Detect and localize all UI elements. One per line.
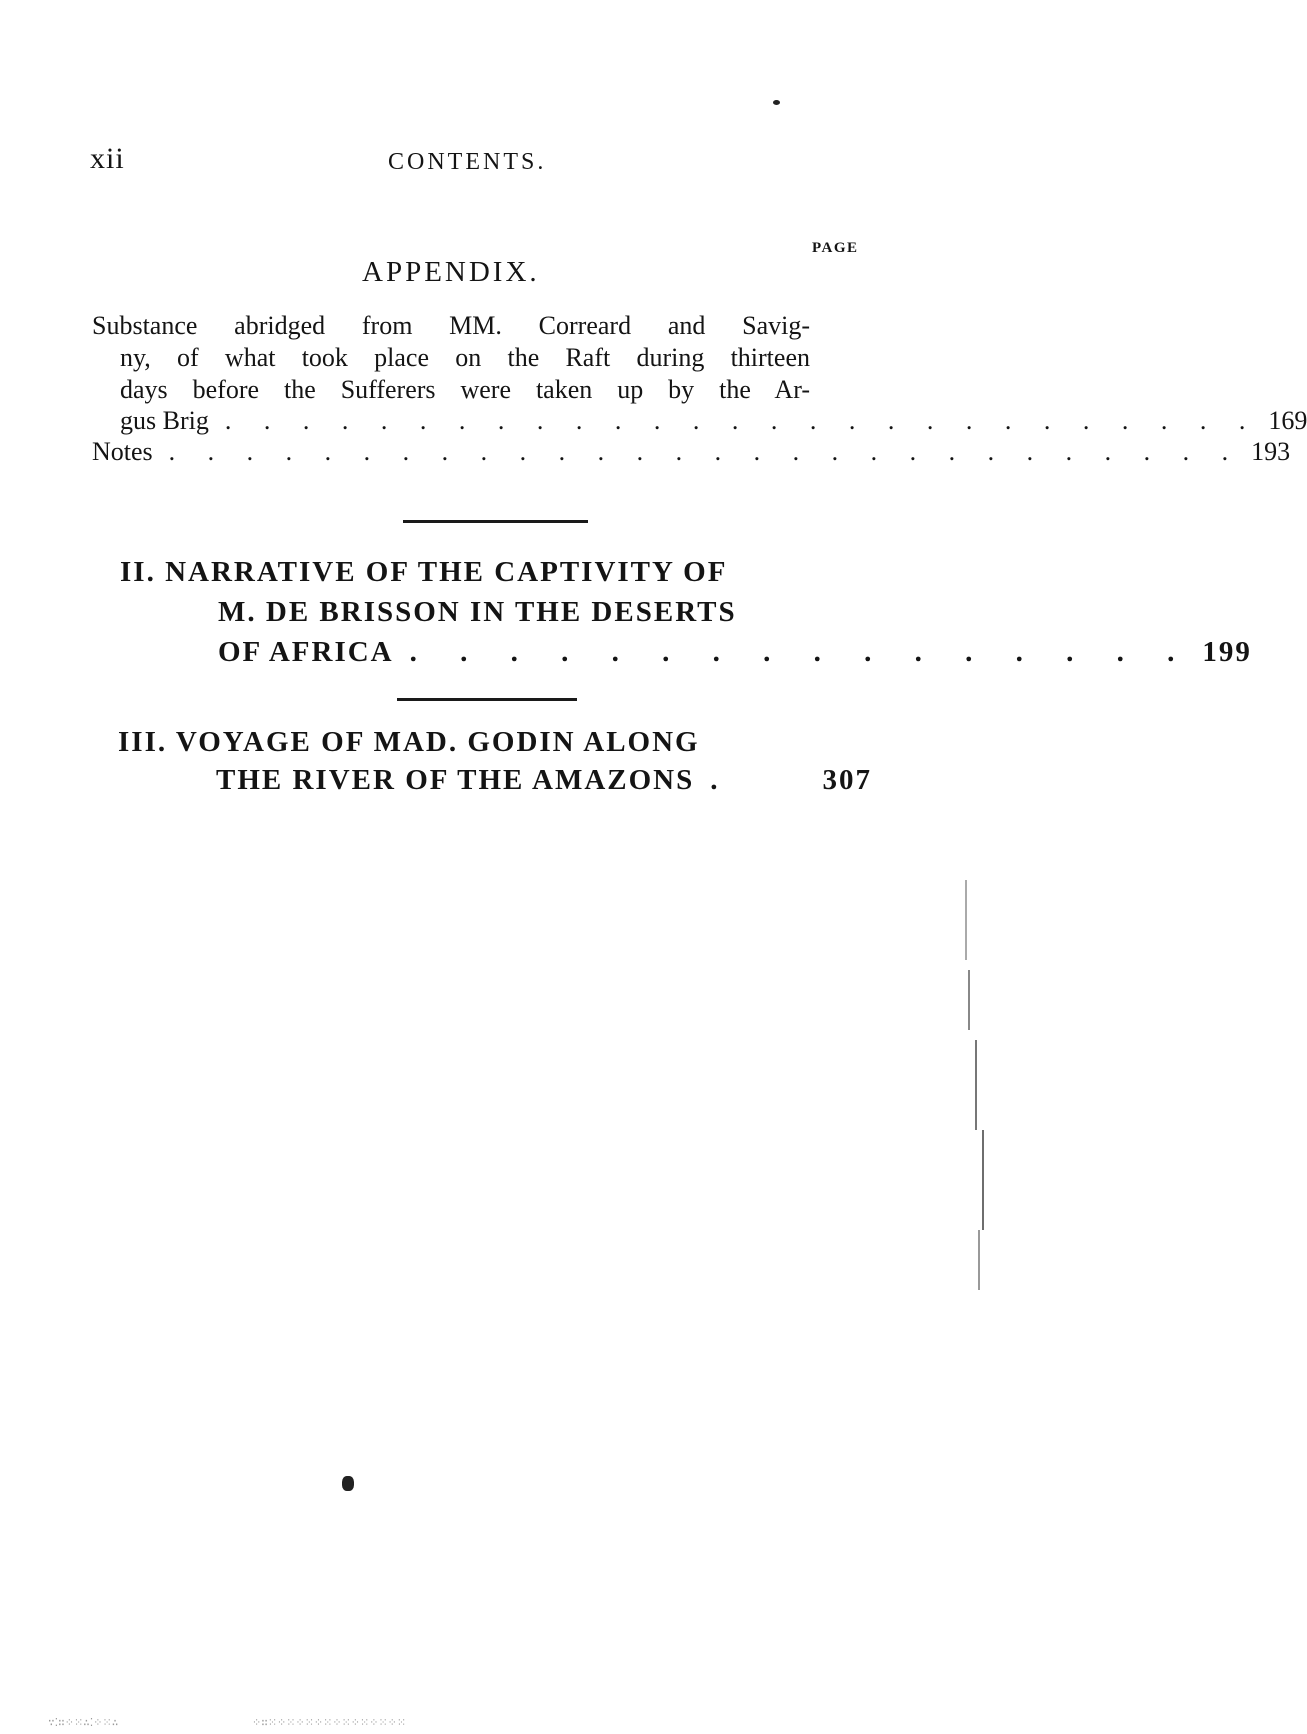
margin-mark — [982, 1130, 984, 1230]
section-numeral: III. — [118, 726, 168, 758]
toc-entry-raft — [120, 406, 1307, 436]
appendix-entry-line-text: ny, of what took place on the Raft during thirteen — [120, 343, 810, 372]
appendix-entry — [92, 310, 810, 406]
section-title-text: VOYAGE OF MAD. GODIN ALONG — [175, 726, 700, 758]
section-numeral: II. — [120, 556, 156, 588]
appendix-entry-line — [92, 310, 810, 342]
dot-leader: . — [710, 764, 722, 796]
margin-mark — [975, 1040, 977, 1130]
ink-speck — [342, 1476, 354, 1491]
margin-mark — [968, 970, 970, 1030]
toc-entry-label: gus Brig — [120, 406, 209, 435]
toc-page-number: 169 — [1268, 406, 1307, 435]
appendix-heading: APPENDIX. — [362, 256, 540, 288]
section-ii-title-line: M. DE BRISSON IN THE DESERTS — [218, 596, 737, 628]
ink-speck — [773, 100, 780, 105]
margin-mark — [978, 1230, 980, 1290]
section-ii-title-line — [120, 556, 727, 589]
section-title-text: OF AFRICA — [218, 636, 394, 668]
dot-leader: . . . . . . . . . . . . . . . . . . . . . . . . . . . — [224, 406, 1259, 435]
toc-entry-notes — [92, 437, 1291, 467]
folio-number: xii — [90, 142, 125, 175]
appendix-entry-line — [92, 374, 810, 406]
section-title-text: NARRATIVE OF THE CAPTIVITY OF — [165, 556, 728, 588]
scan-noise: ⁘∷⁙⁘⁙⁘⁙⁘⁙⁘⁙⁘⁙⁘⁙⁘⁙ — [252, 1716, 407, 1729]
toc-entry-section-ii — [218, 636, 1252, 669]
section-title-text: THE RIVER OF THE AMAZONS — [216, 764, 695, 796]
toc-entry-label: Notes — [92, 437, 153, 466]
dot-leader: . . . . . . . . . . . . . . . . . . . . . . . . . . . . — [168, 437, 1242, 466]
page-column-label: PAGE — [812, 240, 859, 256]
running-title: CONTENTS. — [388, 149, 547, 175]
toc-page-number: 199 — [1202, 636, 1252, 668]
scan-noise: ∵⁚∷⁘⁙∴⁚⁘⁙∴ — [48, 1716, 119, 1729]
toc-page-number: 307 — [822, 764, 872, 796]
section-iii-title-line — [118, 726, 700, 759]
toc-page-number: 193 — [1251, 437, 1291, 466]
dot-leader: . . . . . . . . . . . . . . . . — [409, 636, 1193, 668]
toc-entry-section-iii — [216, 764, 872, 797]
section-divider — [397, 698, 577, 701]
appendix-entry-line-text: Substance abridged from MM. Correard and Savig- — [92, 311, 810, 340]
section-divider — [403, 520, 588, 523]
appendix-entry-line-text: days before the Sufferers were taken up by the Ar- — [120, 375, 810, 404]
margin-mark — [965, 880, 967, 960]
appendix-entry-line — [92, 342, 810, 374]
